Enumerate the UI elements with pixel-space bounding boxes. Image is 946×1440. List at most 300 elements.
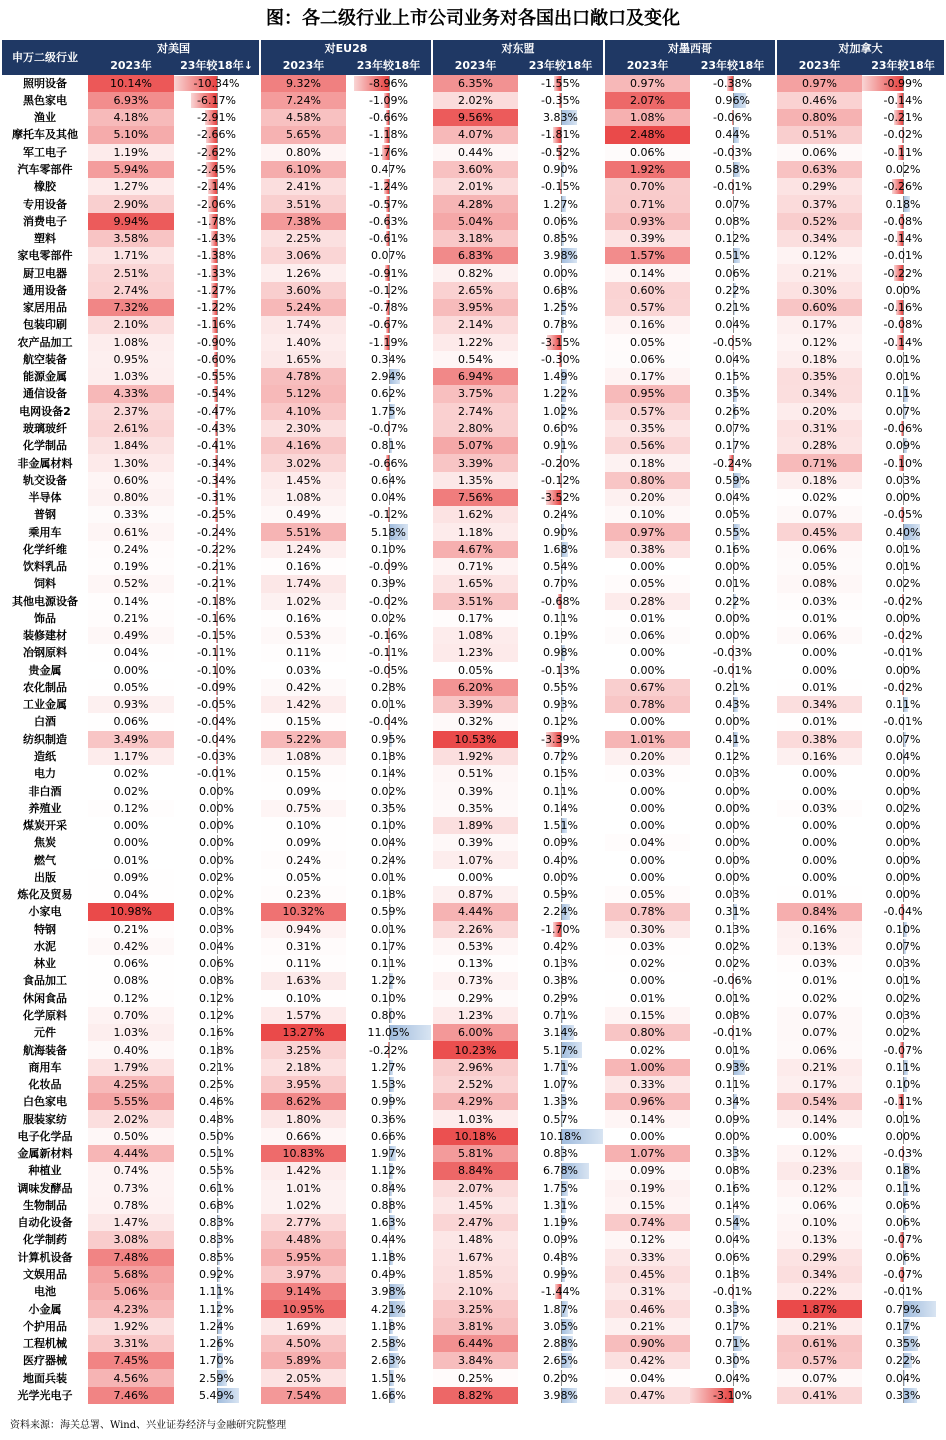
industry-name: 农产品加工 (2, 334, 88, 351)
table-row (2, 230, 944, 247)
exposure-2023-cell: 0.00% (604, 662, 690, 679)
change-value: -0.07% (883, 1233, 923, 1247)
change-value: -0.03% (713, 646, 752, 660)
exposure-2023-cell: 0.15% (604, 1007, 690, 1024)
exposure-2023-cell: 0.16% (776, 921, 862, 938)
change-value: 0.00% (199, 801, 234, 815)
change-vs-2018-cell (346, 972, 432, 989)
exposure-2023-cell: 1.71% (88, 247, 174, 264)
change-value: -0.02% (883, 594, 923, 608)
change-value: 0.35% (885, 1337, 921, 1351)
change-vs-2018-cell (346, 334, 432, 351)
change-vs-2018-cell (174, 506, 260, 523)
change-vs-2018-cell (346, 627, 432, 644)
change-vs-2018-cell (346, 834, 432, 851)
change-vs-2018-cell (174, 1110, 260, 1127)
change-value: -0.34% (197, 456, 236, 470)
change-vs-2018-cell (862, 368, 944, 385)
change-vs-2018-cell (518, 1249, 604, 1266)
table-row (2, 1110, 944, 1127)
group-header-eu28: 对EU28 (260, 40, 432, 57)
change-value: -0.11% (883, 145, 923, 159)
change-value: -0.06% (713, 974, 752, 988)
change-vs-2018-cell (862, 523, 944, 540)
table-row (2, 351, 944, 368)
change-value: 0.33% (715, 1147, 750, 1161)
change-vs-2018-cell (174, 282, 260, 299)
change-vs-2018-cell (174, 938, 260, 955)
exposure-2023-cell: 0.01% (776, 886, 862, 903)
change-value: -0.01% (713, 1026, 752, 1040)
exposure-2023-cell: 5.81% (432, 1145, 518, 1162)
table-row (2, 334, 944, 351)
industry-name: 化学原料 (2, 1007, 88, 1024)
exposure-2023-cell: 1.18% (432, 523, 518, 540)
industry-name: 通信设备 (2, 385, 88, 402)
change-vs-2018-cell (690, 109, 776, 126)
change-value: -0.16% (197, 611, 236, 625)
change-value: 0.00% (199, 819, 234, 833)
change-vs-2018-cell (518, 75, 604, 92)
change-vs-2018-cell (690, 351, 776, 368)
change-value: -0.07% (883, 1267, 923, 1281)
industry-name: 食品加工 (2, 972, 88, 989)
exposure-2023-cell: 0.18% (776, 472, 862, 489)
exposure-2023-cell: 0.02% (604, 1041, 690, 1058)
change-value: -0.04% (197, 715, 236, 729)
exposure-2023-cell: 1.84% (88, 437, 174, 454)
change-vs-2018-cell (174, 1093, 260, 1110)
change-value: 0.00% (715, 801, 750, 815)
exposure-2023-cell: 3.84% (432, 1352, 518, 1369)
change-value: 0.83% (543, 1147, 578, 1161)
change-value: 5.49% (199, 1388, 234, 1402)
change-vs-2018-cell (174, 1145, 260, 1162)
change-value: -6.17% (197, 93, 236, 107)
change-value: 1.27% (543, 197, 578, 211)
industry-name: 饮料乳品 (2, 558, 88, 575)
change-value: -1.78% (197, 214, 236, 228)
change-vs-2018-cell (518, 334, 604, 351)
change-vs-2018-cell (174, 195, 260, 212)
change-value: -0.41% (197, 439, 236, 453)
exposure-2023-cell: 3.51% (260, 195, 346, 212)
change-vs-2018-cell (690, 1162, 776, 1179)
exposure-2023-cell: 7.48% (88, 1249, 174, 1266)
exposure-2023-cell: 0.50% (88, 1128, 174, 1145)
change-value: 0.00% (715, 1129, 750, 1143)
exposure-2023-cell: 0.70% (88, 1007, 174, 1024)
exposure-2023-cell: 0.07% (776, 1369, 862, 1386)
exposure-2023-cell: 0.63% (776, 161, 862, 178)
table-row (2, 1007, 944, 1024)
change-value: 0.68% (543, 283, 578, 297)
change-vs-2018-cell (518, 230, 604, 247)
change-value: -1.24% (369, 180, 408, 194)
exposure-2023-cell: 9.94% (88, 213, 174, 230)
change-vs-2018-cell (690, 938, 776, 955)
change-vs-2018-cell (174, 972, 260, 989)
change-vs-2018-cell (690, 161, 776, 178)
change-vs-2018-cell (346, 1300, 432, 1317)
change-vs-2018-cell (346, 178, 432, 195)
exposure-2023-cell: 1.65% (260, 351, 346, 368)
change-vs-2018-cell (690, 1110, 776, 1127)
change-value: 1.27% (371, 1060, 406, 1074)
change-vs-2018-cell (518, 1145, 604, 1162)
exposure-2023-cell: 0.01% (604, 610, 690, 627)
change-vs-2018-cell (346, 679, 432, 696)
exposure-2023-cell: 0.03% (604, 938, 690, 955)
change-vs-2018-cell (690, 748, 776, 765)
exposure-2023-cell: 0.17% (432, 610, 518, 627)
change-value: 0.01% (371, 922, 406, 936)
exposure-2023-cell: 1.08% (260, 748, 346, 765)
change-value: -0.05% (369, 663, 408, 677)
exposure-2023-cell: 0.75% (260, 800, 346, 817)
exposure-2023-cell: 0.23% (776, 1162, 862, 1179)
industry-name: 玻璃玻纤 (2, 420, 88, 437)
change-vs-2018-cell (690, 1128, 776, 1145)
exposure-2023-cell: 0.00% (604, 713, 690, 730)
change-vs-2018-cell (690, 1335, 776, 1352)
exposure-2023-cell: 1.02% (260, 593, 346, 610)
change-vs-2018-cell (346, 437, 432, 454)
change-value: 0.24% (371, 853, 406, 867)
change-vs-2018-cell (518, 938, 604, 955)
exposure-2023-cell: 0.15% (604, 1197, 690, 1214)
exposure-2023-cell: 2.14% (432, 316, 518, 333)
change-vs-2018-cell (862, 938, 944, 955)
change-value: -0.22% (883, 266, 923, 280)
exposure-2023-cell: 0.02% (88, 765, 174, 782)
change-value: -0.35% (541, 93, 580, 107)
table-row (2, 368, 944, 385)
change-vs-2018-cell (690, 454, 776, 471)
change-value: 0.04% (715, 318, 750, 332)
change-vs-2018-cell (346, 1110, 432, 1127)
exposure-2023-cell: 4.23% (88, 1300, 174, 1317)
table-row (2, 1093, 944, 1110)
industry-name: 半导体 (2, 489, 88, 506)
change-value: -8.96% (369, 76, 408, 90)
industry-name: 航海装备 (2, 1041, 88, 1058)
change-value: 0.18% (715, 1267, 750, 1281)
change-value: -0.12% (541, 473, 580, 487)
change-vs-2018-cell (862, 472, 944, 489)
change-value: 0.01% (715, 991, 750, 1005)
change-value: 0.01% (885, 974, 921, 988)
table-row (2, 679, 944, 696)
change-vs-2018-cell (690, 403, 776, 420)
change-vs-2018-cell (862, 1162, 944, 1179)
change-value: -1.09% (369, 93, 408, 107)
change-value: 0.09% (543, 836, 578, 850)
change-vs-2018-cell (346, 247, 432, 264)
change-vs-2018-cell (174, 1318, 260, 1335)
change-value: 1.12% (199, 1302, 234, 1316)
change-value: 1.07% (543, 1078, 578, 1092)
exposure-2023-cell: 4.07% (432, 126, 518, 143)
change-value: -0.14% (883, 232, 923, 246)
change-value: 0.11% (715, 1078, 750, 1092)
change-value: 0.42% (543, 939, 578, 953)
change-value: 1.70% (199, 1354, 234, 1368)
table-row (2, 1059, 944, 1076)
change-value: 6.78% (543, 1164, 578, 1178)
change-value: -3.10% (713, 1388, 752, 1402)
industry-name: 乘用车 (2, 523, 88, 540)
exposure-2023-cell: 4.33% (88, 385, 174, 402)
industry-name: 计算机设备 (2, 1249, 88, 1266)
exposure-2023-cell: 0.00% (776, 834, 862, 851)
change-value: -0.67% (369, 318, 408, 332)
change-vs-2018-cell (518, 851, 604, 868)
change-value: 0.10% (371, 819, 406, 833)
exposure-2023-cell: 0.21% (776, 264, 862, 281)
change-vs-2018-cell (862, 506, 944, 523)
change-vs-2018-cell (174, 834, 260, 851)
table-row (2, 489, 944, 506)
table-row (2, 506, 944, 523)
table-row (2, 1076, 944, 1093)
exposure-2023-cell: 0.08% (88, 972, 174, 989)
exposure-2023-cell: 0.09% (88, 869, 174, 886)
change-value: 0.39% (371, 577, 406, 591)
change-vs-2018-cell (862, 213, 944, 230)
change-vs-2018-cell (518, 886, 604, 903)
exposure-2023-cell: 0.16% (260, 610, 346, 627)
change-vs-2018-cell (174, 1387, 260, 1404)
change-value: -0.05% (883, 508, 923, 522)
change-value: 4.21% (371, 1302, 406, 1316)
change-value: 0.02% (885, 577, 921, 591)
change-value: -1.38% (197, 249, 236, 263)
change-vs-2018-cell (862, 627, 944, 644)
exposure-2023-cell: 0.06% (604, 351, 690, 368)
change-vs-2018-cell (862, 1387, 944, 1404)
sub-header-change: 23年较18年 (862, 57, 944, 74)
change-value: -2.62% (197, 145, 236, 159)
change-value: 0.04% (885, 750, 921, 764)
exposure-2023-cell: 1.92% (88, 1318, 174, 1335)
industry-name: 造纸 (2, 748, 88, 765)
change-value: 0.03% (885, 473, 921, 487)
table-row (2, 817, 944, 834)
exposure-2023-cell: 3.25% (432, 1300, 518, 1317)
table-body (2, 75, 944, 1404)
change-value: 0.26% (715, 404, 750, 418)
table-row (2, 195, 944, 212)
change-vs-2018-cell (690, 247, 776, 264)
change-vs-2018-cell (346, 316, 432, 333)
exposure-2023-cell: 3.60% (432, 161, 518, 178)
change-vs-2018-cell (174, 299, 260, 316)
exposure-2023-cell: 0.21% (88, 610, 174, 627)
change-vs-2018-cell (346, 161, 432, 178)
exposure-2023-cell: 3.58% (88, 230, 174, 247)
change-value: 0.16% (715, 542, 750, 556)
change-vs-2018-cell (862, 1180, 944, 1197)
change-value: 0.06% (885, 1216, 921, 1230)
change-vs-2018-cell (518, 523, 604, 540)
change-vs-2018-cell (174, 1180, 260, 1197)
change-vs-2018-cell (862, 230, 944, 247)
exposure-2023-cell: 0.02% (604, 955, 690, 972)
change-vs-2018-cell (174, 1041, 260, 1058)
change-value: 0.00% (715, 784, 750, 798)
group-header-asean: 对东盟 (432, 40, 604, 57)
change-vs-2018-cell (690, 921, 776, 938)
change-value: 0.10% (885, 922, 921, 936)
exposure-2023-cell: 3.95% (432, 299, 518, 316)
table-row (2, 1387, 944, 1404)
industry-name: 冶钢原料 (2, 644, 88, 661)
industry-name: 光学光电子 (2, 1387, 88, 1404)
change-value: 0.34% (715, 1095, 750, 1109)
change-value: -0.16% (369, 629, 408, 643)
change-vs-2018-cell (346, 696, 432, 713)
change-value: 0.08% (715, 1164, 750, 1178)
change-vs-2018-cell (690, 299, 776, 316)
exposure-2023-cell: 0.05% (432, 662, 518, 679)
change-value: 0.90% (543, 525, 578, 539)
change-value: 1.33% (543, 1095, 578, 1109)
industry-name: 炼化及贸易 (2, 886, 88, 903)
exposure-2023-cell: 1.22% (432, 334, 518, 351)
change-vs-2018-cell (862, 679, 944, 696)
change-value: 0.18% (199, 1043, 234, 1057)
change-vs-2018-cell (174, 1266, 260, 1283)
table-row (2, 765, 944, 782)
change-vs-2018-cell (862, 282, 944, 299)
change-vs-2018-cell (518, 1352, 604, 1369)
exposure-2023-cell: 3.39% (432, 696, 518, 713)
exposure-2023-cell: 0.13% (776, 1231, 862, 1248)
change-vs-2018-cell (862, 1352, 944, 1369)
change-vs-2018-cell (174, 1007, 260, 1024)
table-row (2, 1231, 944, 1248)
change-value: 0.18% (885, 1164, 921, 1178)
exposure-2023-cell: 1.42% (260, 1162, 346, 1179)
exposure-2023-cell: 0.21% (776, 1318, 862, 1335)
change-vs-2018-cell (862, 1214, 944, 1231)
exposure-2023-cell: 5.04% (432, 213, 518, 230)
change-value: 1.68% (543, 542, 578, 556)
exposure-2023-cell: 0.97% (604, 523, 690, 540)
change-value: 0.00% (885, 611, 921, 625)
change-value: 0.85% (543, 232, 578, 246)
exposure-2023-cell: 5.89% (260, 1352, 346, 1369)
exposure-2023-cell: 0.17% (776, 1076, 862, 1093)
change-vs-2018-cell (346, 454, 432, 471)
change-value: 0.00% (199, 784, 234, 798)
change-vs-2018-cell (174, 489, 260, 506)
change-vs-2018-cell (690, 316, 776, 333)
table-row (2, 1024, 944, 1041)
change-value: 0.10% (371, 542, 406, 556)
exposure-2023-cell: 1.67% (432, 1249, 518, 1266)
exposure-2023-cell: 1.26% (260, 264, 346, 281)
change-value: 0.60% (543, 421, 578, 435)
industry-name: 调味发酵品 (2, 1180, 88, 1197)
change-vs-2018-cell (690, 1076, 776, 1093)
change-value: 0.18% (885, 197, 921, 211)
industry-header: 申万二级行业 (2, 40, 88, 75)
change-value: -0.91% (369, 266, 408, 280)
exposure-2023-cell: 5.22% (260, 731, 346, 748)
exposure-2023-cell: 0.14% (604, 264, 690, 281)
exposure-2023-cell: 2.26% (432, 921, 518, 938)
change-vs-2018-cell (174, 541, 260, 558)
change-value: 0.40% (885, 525, 921, 539)
change-vs-2018-cell (174, 385, 260, 402)
exposure-2023-cell: 0.41% (776, 1387, 862, 1404)
industry-name: 电网设备2 (2, 403, 88, 420)
exposure-2023-cell: 0.82% (432, 264, 518, 281)
change-vs-2018-cell (862, 541, 944, 558)
change-vs-2018-cell (174, 731, 260, 748)
change-vs-2018-cell (690, 1231, 776, 1248)
change-value: 0.02% (885, 1026, 921, 1040)
change-value: 1.71% (543, 1060, 578, 1074)
exposure-2023-cell: 1.08% (432, 627, 518, 644)
group-header-us: 对美国 (88, 40, 260, 57)
table-row (2, 903, 944, 920)
change-vs-2018-cell (862, 748, 944, 765)
exposure-2023-cell: 0.12% (776, 1180, 862, 1197)
change-vs-2018-cell (518, 679, 604, 696)
change-vs-2018-cell (518, 627, 604, 644)
table-row (2, 1041, 944, 1058)
change-value: 1.25% (543, 301, 578, 315)
industry-name: 文娱用品 (2, 1266, 88, 1283)
change-value: 0.00% (715, 819, 750, 833)
change-vs-2018-cell (862, 420, 944, 437)
table-row (2, 593, 944, 610)
exposure-2023-cell: 0.93% (604, 213, 690, 230)
exposure-2023-cell: 3.31% (88, 1335, 174, 1352)
change-vs-2018-cell (690, 679, 776, 696)
exposure-2023-cell: 0.02% (776, 990, 862, 1007)
exposure-2023-cell: 1.74% (260, 316, 346, 333)
industry-name: 电子化学品 (2, 1128, 88, 1145)
change-value: -0.13% (541, 663, 580, 677)
change-value: -0.04% (197, 732, 236, 746)
exposure-2023-cell: 4.56% (88, 1369, 174, 1386)
change-value: -0.21% (883, 111, 923, 125)
change-value: 1.75% (543, 1181, 578, 1195)
change-value: -0.03% (713, 145, 752, 159)
exposure-2023-cell: 0.11% (260, 955, 346, 972)
change-vs-2018-cell (346, 851, 432, 868)
industry-name: 厨卫电器 (2, 264, 88, 281)
change-value: 1.12% (371, 1164, 406, 1178)
change-value: 0.01% (885, 1112, 921, 1126)
exposure-2023-cell: 1.23% (432, 1007, 518, 1024)
exposure-2023-cell: 0.16% (776, 748, 862, 765)
change-value: -0.10% (883, 456, 923, 470)
change-value: 0.02% (885, 801, 921, 815)
exposure-2023-cell: 6.44% (432, 1335, 518, 1352)
exposure-2023-cell: 0.00% (432, 869, 518, 886)
change-vs-2018-cell (346, 299, 432, 316)
exposure-2023-cell: 1.42% (260, 696, 346, 713)
table-row (2, 1352, 944, 1369)
change-value: 0.16% (715, 1181, 750, 1195)
exposure-2023-cell: 0.67% (604, 679, 690, 696)
change-value: 2.58% (371, 1337, 406, 1351)
